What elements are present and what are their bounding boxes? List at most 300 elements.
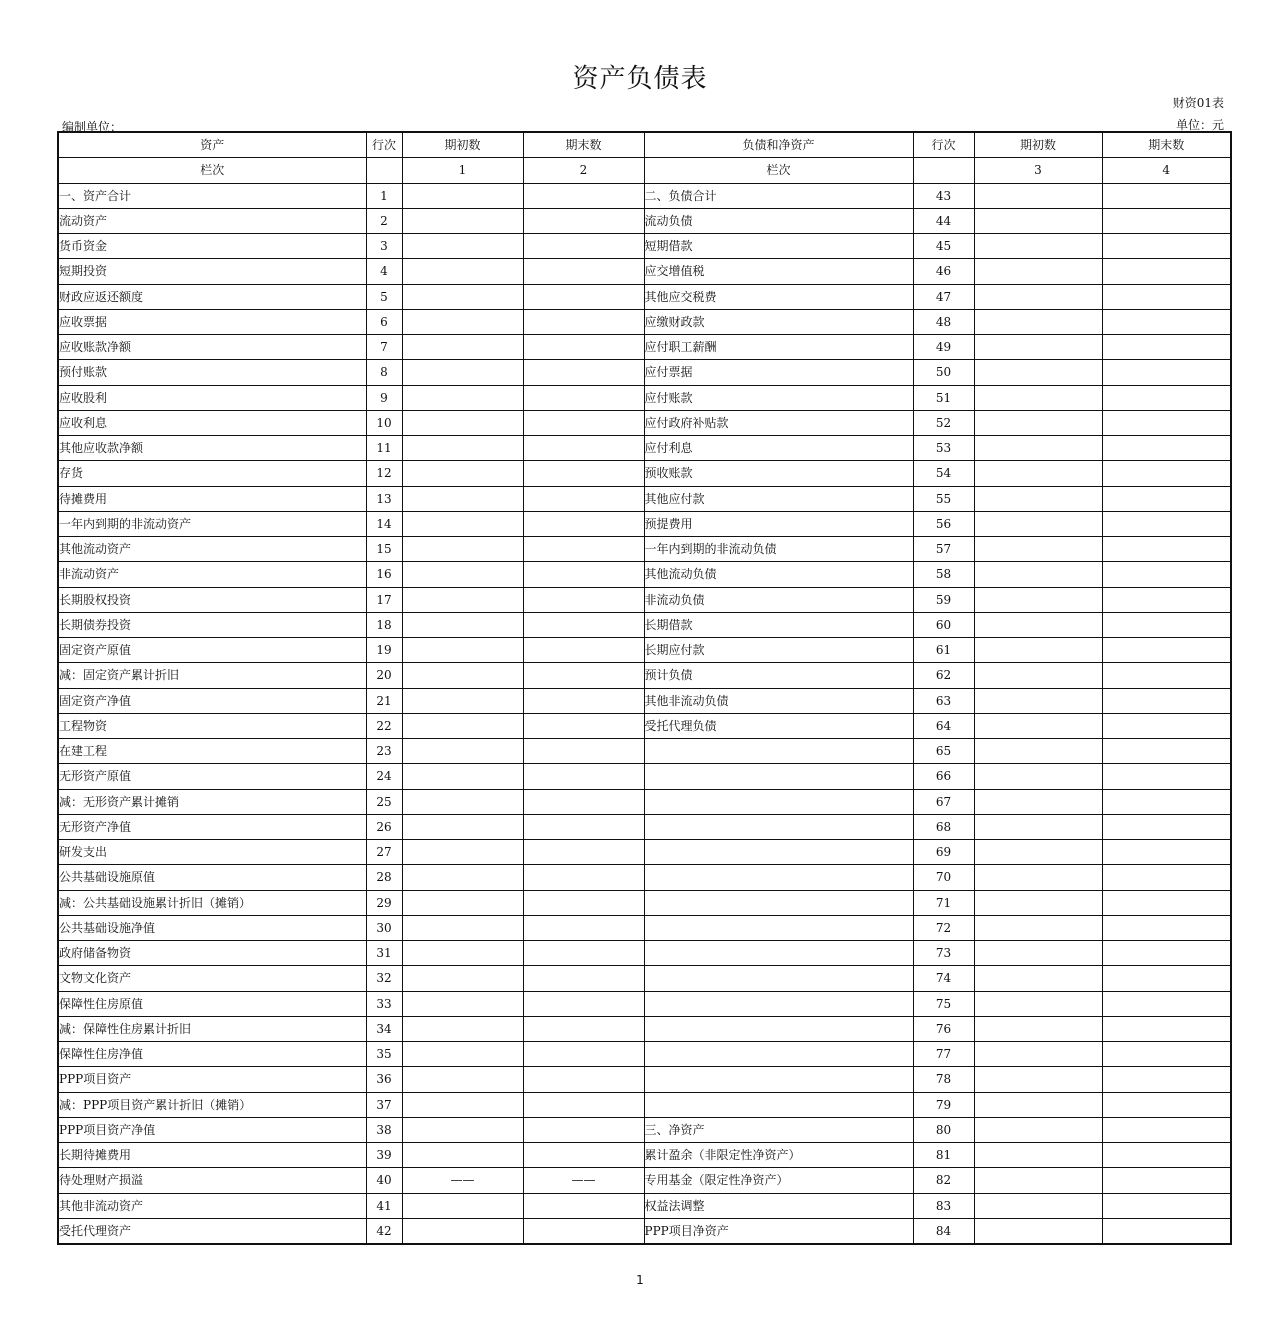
asset-opening-balance[interactable] [402,360,523,385]
liability-closing-balance[interactable] [1102,1016,1231,1041]
asset-closing-balance[interactable] [523,966,644,991]
asset-opening-balance[interactable] [402,612,523,637]
liability-opening-balance[interactable] [974,309,1102,334]
asset-opening-balance[interactable] [402,814,523,839]
column-index-row [58,158,1231,183]
asset-closing-balance[interactable] [523,739,644,764]
table-row [58,991,1231,1016]
asset-opening-balance[interactable] [402,1117,523,1142]
liability-closing-balance[interactable] [1102,183,1231,208]
liability-closing-balance[interactable] [1102,461,1231,486]
asset-line-no: 14 [366,511,402,536]
liability-line-no: 51 [913,385,974,410]
table-row [58,587,1231,612]
asset-line-no: 38 [366,1117,402,1142]
liability-closing-balance[interactable] [1102,537,1231,562]
liability-line-no: 61 [913,638,974,663]
liability-opening-balance[interactable] [974,436,1102,461]
liability-label [644,814,913,839]
balance-sheet-body [58,183,1231,1244]
liability-label [644,840,913,865]
column-index-cell: 4 [1102,158,1231,183]
asset-closing-balance[interactable] [523,991,644,1016]
liability-opening-balance[interactable] [974,486,1102,511]
liability-line-no: 71 [913,890,974,915]
liability-closing-balance[interactable] [1102,991,1231,1016]
liability-closing-balance[interactable] [1102,1143,1231,1168]
table-row [58,183,1231,208]
liability-opening-balance[interactable] [974,537,1102,562]
liability-label [644,789,913,814]
asset-label: 减：无形资产累计摊销 [58,789,366,814]
liability-line-no: 83 [913,1193,974,1218]
liability-line-no: 56 [913,511,974,536]
asset-label: 一年内到期的非流动资产 [58,511,366,536]
asset-label: 文物文化资产 [58,966,366,991]
table-row [58,814,1231,839]
table-row [58,284,1231,309]
table-row [58,1067,1231,1092]
asset-opening-balance[interactable] [402,309,523,334]
asset-closing-balance[interactable] [523,562,644,587]
liability-opening-balance[interactable] [974,713,1102,738]
liability-closing-balance[interactable] [1102,688,1231,713]
asset-opening-balance[interactable] [402,1067,523,1092]
asset-closing-balance[interactable] [523,208,644,233]
liability-opening-balance[interactable] [974,1067,1102,1092]
asset-opening-balance[interactable] [402,915,523,940]
table-row [58,511,1231,536]
asset-opening-balance[interactable] [402,764,523,789]
asset-closing-balance[interactable] [523,309,644,334]
asset-closing-balance[interactable] [523,461,644,486]
header-opening-balance: 期初数 [974,132,1102,158]
liability-closing-balance[interactable] [1102,941,1231,966]
liability-opening-balance[interactable] [974,1143,1102,1168]
asset-closing-balance[interactable] [523,284,644,309]
liability-line-no: 81 [913,1143,974,1168]
table-row [58,739,1231,764]
liability-line-no: 47 [913,284,974,309]
asset-label: 待摊费用 [58,486,366,511]
asset-closing-balance[interactable] [523,385,644,410]
table-row [58,612,1231,637]
liability-closing-balance[interactable] [1102,587,1231,612]
asset-opening-balance[interactable] [402,259,523,284]
asset-closing-balance[interactable] [523,1092,644,1117]
asset-label: 货币资金 [58,234,366,259]
asset-closing-balance[interactable] [523,713,644,738]
asset-line-no: 11 [366,436,402,461]
liability-opening-balance[interactable] [974,410,1102,435]
liability-closing-balance[interactable] [1102,259,1231,284]
liability-closing-balance[interactable] [1102,410,1231,435]
liability-opening-balance[interactable] [974,511,1102,536]
liability-opening-balance[interactable] [974,183,1102,208]
asset-line-no: 8 [366,360,402,385]
asset-label: 待处理财产损溢 [58,1168,366,1193]
liability-label: 一年内到期的非流动负债 [644,537,913,562]
asset-closing-balance[interactable] [523,840,644,865]
header-row [58,132,1231,158]
liability-closing-balance[interactable] [1102,1042,1231,1067]
asset-line-no: 17 [366,587,402,612]
asset-line-no: 41 [366,1193,402,1218]
liability-opening-balance[interactable] [974,638,1102,663]
liability-opening-balance[interactable] [974,966,1102,991]
table-row [58,309,1231,334]
asset-opening-balance[interactable] [402,436,523,461]
liability-label [644,1042,913,1067]
liability-closing-balance[interactable] [1102,309,1231,334]
liability-line-no: 54 [913,461,974,486]
table-row [58,1218,1231,1244]
asset-line-no: 25 [366,789,402,814]
liability-label: 应付票据 [644,360,913,385]
liability-opening-balance[interactable] [974,865,1102,890]
liability-label: 应缴财政款 [644,309,913,334]
asset-label: 预付账款 [58,360,366,385]
liability-line-no: 82 [913,1168,974,1193]
asset-closing-balance[interactable] [523,663,644,688]
table-row [58,1117,1231,1142]
liability-closing-balance[interactable] [1102,915,1231,940]
asset-line-no: 7 [366,335,402,360]
column-index-cell: 2 [523,158,644,183]
liability-line-no: 63 [913,688,974,713]
liability-closing-balance[interactable] [1102,1193,1231,1218]
asset-opening-balance[interactable] [402,663,523,688]
asset-closing-balance[interactable] [523,360,644,385]
asset-opening-balance[interactable] [402,966,523,991]
liability-line-no: 58 [913,562,974,587]
asset-line-no: 42 [366,1218,402,1244]
asset-opening-balance[interactable] [402,865,523,890]
page-number: 1 [636,1273,644,1287]
asset-opening-balance[interactable] [402,335,523,360]
liability-opening-balance[interactable] [974,587,1102,612]
asset-closing-balance[interactable] [523,1016,644,1041]
asset-opening-balance[interactable] [402,1042,523,1067]
liability-label: 预计负债 [644,663,913,688]
liability-label [644,865,913,890]
asset-label: 财政应返还额度 [58,284,366,309]
liability-opening-balance[interactable] [974,335,1102,360]
asset-opening-balance[interactable] [402,587,523,612]
table-row [58,789,1231,814]
liability-closing-balance[interactable] [1102,663,1231,688]
liability-opening-balance[interactable] [974,688,1102,713]
liability-opening-balance[interactable] [974,385,1102,410]
asset-opening-balance[interactable] [402,461,523,486]
liability-closing-balance[interactable] [1102,612,1231,637]
liability-label [644,739,913,764]
asset-opening-balance[interactable] [402,890,523,915]
asset-closing-balance[interactable] [523,789,644,814]
column-index-label: 栏次 [58,158,366,183]
asset-label: 一、资产合计 [58,183,366,208]
liability-opening-balance[interactable] [974,915,1102,940]
asset-closing-balance[interactable] [523,890,644,915]
asset-opening-balance[interactable] [402,789,523,814]
asset-opening-balance[interactable] [402,638,523,663]
preparer-label: 编制单位： [62,120,123,134]
asset-label: 减：固定资产累计折旧 [58,663,366,688]
asset-closing-balance[interactable] [523,688,644,713]
liability-line-no: 59 [913,587,974,612]
liability-closing-balance[interactable] [1102,865,1231,890]
liability-label: 三、净资产 [644,1117,913,1142]
header-liabilities-net-assets: 负债和净资产 [644,132,913,158]
liability-closing-balance[interactable] [1102,1168,1231,1193]
table-row [58,1193,1231,1218]
liability-label [644,941,913,966]
asset-opening-balance[interactable] [402,385,523,410]
asset-closing-balance[interactable] [523,612,644,637]
asset-line-no: 6 [366,309,402,334]
asset-closing-balance[interactable] [523,865,644,890]
liability-label: 其他应付款 [644,486,913,511]
asset-line-no: 36 [366,1067,402,1092]
asset-line-no: 5 [366,284,402,309]
asset-line-no: 26 [366,814,402,839]
asset-closing-balance[interactable] [523,1117,644,1142]
asset-opening-balance[interactable] [402,840,523,865]
asset-line-no: 10 [366,410,402,435]
liability-closing-balance[interactable] [1102,208,1231,233]
liability-label: 其他应交税费 [644,284,913,309]
liability-opening-balance[interactable] [974,1168,1102,1193]
liability-closing-balance[interactable] [1102,1218,1231,1244]
asset-opening-balance[interactable] [402,1016,523,1041]
liability-label: PPP项目净资产 [644,1218,913,1244]
liability-opening-balance[interactable] [974,764,1102,789]
asset-opening-balance[interactable] [402,410,523,435]
asset-opening-balance[interactable] [402,1218,523,1244]
liability-closing-balance[interactable] [1102,385,1231,410]
liability-opening-balance[interactable] [974,1218,1102,1244]
asset-opening-balance[interactable] [402,234,523,259]
asset-label: 减：保障性住房累计折旧 [58,1016,366,1041]
liability-line-no: 72 [913,915,974,940]
liability-opening-balance[interactable] [974,208,1102,233]
liability-line-no: 79 [913,1092,974,1117]
column-index-cell [366,158,402,183]
liability-opening-balance[interactable] [974,1016,1102,1041]
liability-label: 其他流动负债 [644,562,913,587]
asset-line-no: 2 [366,208,402,233]
liability-line-no: 60 [913,612,974,637]
asset-line-no: 4 [366,259,402,284]
asset-line-no: 18 [366,612,402,637]
liability-closing-balance[interactable] [1102,1067,1231,1092]
liability-opening-balance[interactable] [974,1092,1102,1117]
column-index-cell: 3 [974,158,1102,183]
asset-label: 公共基础设施原值 [58,865,366,890]
liability-opening-balance[interactable] [974,840,1102,865]
liability-closing-balance[interactable] [1102,1092,1231,1117]
asset-closing-balance[interactable] [523,335,644,360]
asset-closing-balance[interactable] [523,1143,644,1168]
liability-closing-balance[interactable] [1102,1117,1231,1142]
liability-line-no: 69 [913,840,974,865]
asset-label: 在建工程 [58,739,366,764]
asset-opening-balance[interactable] [402,284,523,309]
liability-closing-balance[interactable] [1102,840,1231,865]
liability-line-no: 67 [913,789,974,814]
asset-opening-balance[interactable] [402,713,523,738]
asset-opening-balance[interactable] [402,739,523,764]
liability-label: 长期借款 [644,612,913,637]
liability-label [644,890,913,915]
asset-opening-balance[interactable] [402,941,523,966]
liability-label [644,1092,913,1117]
asset-closing-balance[interactable] [523,638,644,663]
liability-closing-balance[interactable] [1102,360,1231,385]
table-row [58,1042,1231,1067]
asset-opening-balance[interactable] [402,486,523,511]
asset-label: 其他非流动资产 [58,1193,366,1218]
liability-closing-balance[interactable] [1102,713,1231,738]
liability-opening-balance[interactable] [974,890,1102,915]
liability-closing-balance[interactable] [1102,234,1231,259]
asset-closing-balance[interactable] [523,410,644,435]
asset-line-no: 29 [366,890,402,915]
asset-label: 流动资产 [58,208,366,233]
liability-opening-balance[interactable] [974,941,1102,966]
liability-label [644,764,913,789]
table-row [58,890,1231,915]
asset-opening-balance[interactable] [402,562,523,587]
asset-label: PPP项目资产 [58,1067,366,1092]
liability-closing-balance[interactable] [1102,511,1231,536]
asset-opening-balance[interactable] [402,183,523,208]
asset-opening-balance[interactable] [402,991,523,1016]
liability-opening-balance[interactable] [974,562,1102,587]
liability-closing-balance[interactable] [1102,890,1231,915]
asset-closing-balance[interactable] [523,486,644,511]
liability-closing-balance[interactable] [1102,486,1231,511]
liability-opening-balance[interactable] [974,360,1102,385]
liability-label: 流动负债 [644,208,913,233]
liability-closing-balance[interactable] [1102,739,1231,764]
liability-opening-balance[interactable] [974,739,1102,764]
asset-closing-balance[interactable] [523,1067,644,1092]
asset-line-no: 24 [366,764,402,789]
form-code: 财资01表 [1172,96,1224,110]
liability-closing-balance[interactable] [1102,814,1231,839]
asset-closing-balance[interactable] [523,183,644,208]
liability-opening-balance[interactable] [974,991,1102,1016]
liability-opening-balance[interactable] [974,612,1102,637]
asset-line-no: 20 [366,663,402,688]
liability-label: 应付账款 [644,385,913,410]
liability-closing-balance[interactable] [1102,436,1231,461]
asset-opening-balance[interactable]: —— [402,1168,523,1193]
asset-closing-balance[interactable] [523,234,644,259]
liability-label: 权益法调整 [644,1193,913,1218]
asset-opening-balance[interactable] [402,1143,523,1168]
liability-label [644,1016,913,1041]
asset-closing-balance[interactable] [523,587,644,612]
asset-label: 无形资产净值 [58,814,366,839]
table-row [58,234,1231,259]
liability-line-no: 77 [913,1042,974,1067]
table-row [58,1016,1231,1041]
asset-closing-balance[interactable] [523,764,644,789]
table-row [58,335,1231,360]
asset-line-no: 27 [366,840,402,865]
asset-opening-balance[interactable] [402,1092,523,1117]
liability-opening-balance[interactable] [974,284,1102,309]
asset-closing-balance[interactable] [523,1193,644,1218]
asset-label: 应收票据 [58,309,366,334]
asset-opening-balance[interactable] [402,511,523,536]
asset-closing-balance[interactable] [523,537,644,562]
table-row [58,966,1231,991]
liability-closing-balance[interactable] [1102,562,1231,587]
liability-opening-balance[interactable] [974,461,1102,486]
table-row [58,1168,1231,1193]
asset-closing-balance[interactable]: —— [523,1168,644,1193]
liability-line-no: 46 [913,259,974,284]
table-row [58,486,1231,511]
asset-line-no: 28 [366,865,402,890]
liability-closing-balance[interactable] [1102,764,1231,789]
liability-opening-balance[interactable] [974,259,1102,284]
header-closing-balance: 期末数 [523,132,644,158]
asset-closing-balance[interactable] [523,511,644,536]
asset-closing-balance[interactable] [523,941,644,966]
asset-label: 应收账款净额 [58,335,366,360]
table-row [58,1092,1231,1117]
asset-closing-balance[interactable] [523,915,644,940]
liability-opening-balance[interactable] [974,1117,1102,1142]
asset-opening-balance[interactable] [402,208,523,233]
liability-closing-balance[interactable] [1102,789,1231,814]
header-assets: 资产 [58,132,366,158]
asset-opening-balance[interactable] [402,688,523,713]
asset-closing-balance[interactable] [523,814,644,839]
liability-line-no: 52 [913,410,974,435]
liability-opening-balance[interactable] [974,789,1102,814]
asset-label: 减：公共基础设施累计折旧（摊销） [58,890,366,915]
asset-closing-balance[interactable] [523,1218,644,1244]
asset-closing-balance[interactable] [523,259,644,284]
asset-closing-balance[interactable] [523,1042,644,1067]
asset-closing-balance[interactable] [523,436,644,461]
asset-line-no: 33 [366,991,402,1016]
table-row [58,410,1231,435]
liability-opening-balance[interactable] [974,814,1102,839]
asset-opening-balance[interactable] [402,1193,523,1218]
asset-opening-balance[interactable] [402,537,523,562]
liability-line-no: 55 [913,486,974,511]
table-row [58,385,1231,410]
liability-line-no: 64 [913,713,974,738]
liability-closing-balance[interactable] [1102,335,1231,360]
liability-opening-balance[interactable] [974,234,1102,259]
table-row [58,663,1231,688]
liability-opening-balance[interactable] [974,1193,1102,1218]
asset-label: 应收利息 [58,410,366,435]
liability-closing-balance[interactable] [1102,638,1231,663]
liability-opening-balance[interactable] [974,1042,1102,1067]
liability-closing-balance[interactable] [1102,966,1231,991]
liability-line-no: 44 [913,208,974,233]
liability-opening-balance[interactable] [974,663,1102,688]
liability-closing-balance[interactable] [1102,284,1231,309]
